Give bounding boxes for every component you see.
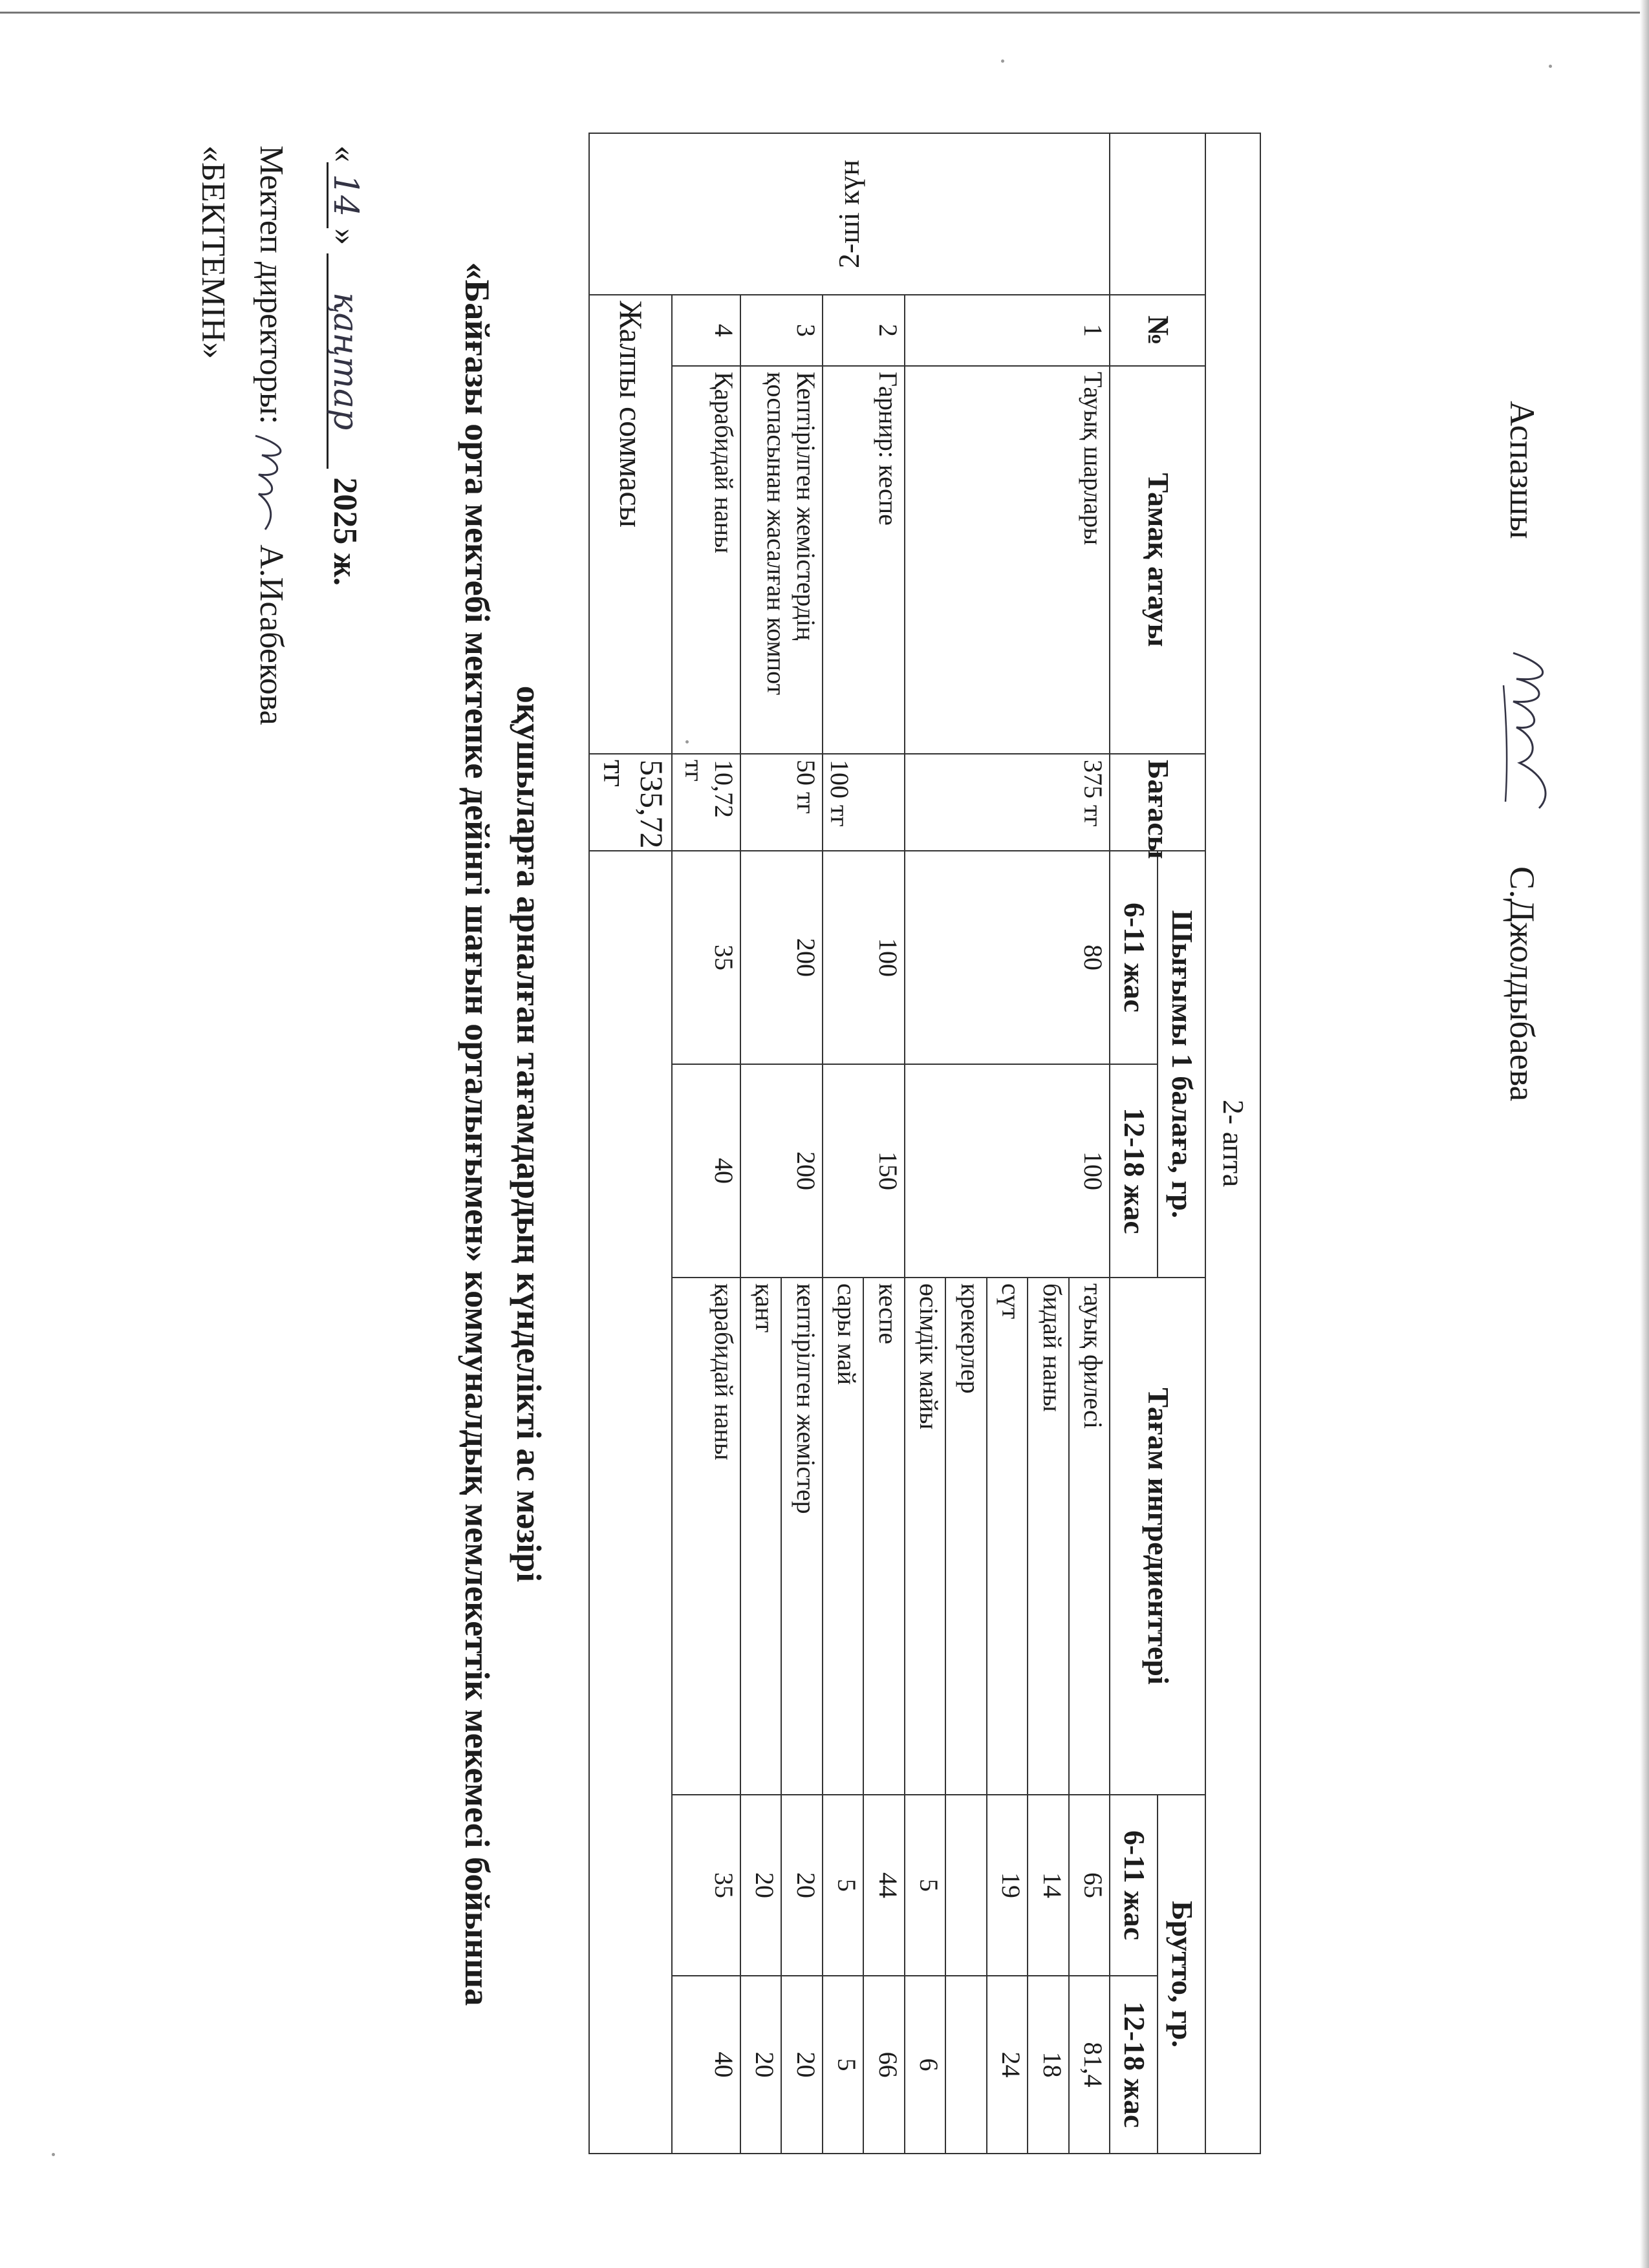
ingredient-brutto-6-11: 35 — [672, 1795, 740, 1976]
ingredient-brutto-12-18: 18 — [1028, 1976, 1068, 2154]
ingredient-brutto-12-18: 24 — [987, 1976, 1028, 2154]
total-empty — [589, 851, 672, 2154]
total-sum-unit: тг — [596, 760, 633, 787]
ingredient-brutto-12-18: 20 — [740, 1976, 781, 2154]
day-header-empty — [1110, 133, 1205, 295]
director-name: А.Исабекова — [253, 544, 290, 725]
dish-yield-6-11: 80 — [905, 851, 1110, 1064]
ingredient-name: сары май — [823, 1278, 863, 1795]
ingredient-brutto-12-18 — [945, 1976, 986, 2154]
date-quote-open: « — [327, 145, 363, 162]
yield-age-6-11: 6-11 жас — [1110, 851, 1158, 1064]
table-row — [781, 133, 822, 2154]
date-quote-close: » — [327, 228, 363, 246]
ingredient-name: крекерлер — [945, 1278, 986, 1795]
total-sum — [589, 754, 672, 851]
ingredient-name: кептірілген жемістер — [781, 1278, 822, 1795]
brutto-age-12-18: 12-18 жас — [1110, 1976, 1158, 2154]
dish-yield-12-18: 40 — [672, 1064, 740, 1278]
dish-num: 4 — [672, 295, 740, 366]
week-header: 2- апта — [1205, 133, 1260, 2154]
ingredient-name: сүт — [987, 1278, 1028, 1795]
ingredient-name: тауық филесі — [1069, 1278, 1110, 1795]
ingredient-brutto-12-18: 40 — [672, 1976, 740, 2154]
dish-name: Гарнир: кеспе — [823, 366, 905, 754]
col-ingredients-header: Тағам ингредиенттері — [1110, 1278, 1205, 1795]
director-label: Мектеп директоры: — [253, 145, 290, 425]
dish-price: 375 тг — [905, 754, 1110, 851]
dish-yield-12-18: 200 — [740, 1064, 823, 1278]
ingredient-name: қарабидай наны — [672, 1278, 740, 1795]
ingredient-brutto-6-11: 5 — [823, 1795, 863, 1976]
dish-num: 1 — [905, 295, 1110, 366]
dish-name: Тауық шарлары — [905, 366, 1110, 754]
date-day: 14 — [327, 162, 362, 228]
table-row — [1069, 133, 1110, 2154]
ingredient-brutto-6-11: 19 — [987, 1795, 1028, 1976]
ingredient-name: бидай наны — [1028, 1278, 1068, 1795]
menu-title-line-1: «Байғазы орта мектебі мектепке дейінгі шағын орталығымен» коммуналдық мемлекеттік мекемесі бойынша — [458, 262, 497, 2006]
ingredient-brutto-6-11 — [945, 1795, 986, 1976]
ingredient-brutto-6-11: 20 — [781, 1795, 822, 1976]
dish-yield-6-11: 200 — [740, 851, 823, 1064]
dish-yield-6-11: 35 — [672, 851, 740, 1064]
total-row — [589, 133, 672, 2154]
dish-price: 50 тг — [740, 754, 823, 851]
col-yield-header: Шығымы 1 балаға, гр. — [1158, 851, 1205, 1278]
date-month: қаңтар — [327, 253, 362, 469]
cook-role: Аспазшы — [1503, 401, 1542, 539]
ingredient-brutto-6-11: 65 — [1069, 1795, 1110, 1976]
dish-num: 3 — [740, 295, 823, 366]
day-label-cell — [589, 133, 1110, 295]
dish-yield-12-18: 100 — [905, 1064, 1110, 1278]
cook-name: С.Джолдыбаева — [1503, 866, 1542, 1102]
approval-heading: «БЕКІТЕМІН» — [195, 145, 232, 359]
brutto-age-6-11: 6-11 жас — [1110, 1795, 1158, 1976]
col-num-header: № — [1110, 295, 1205, 366]
ingredient-brutto-6-11: 20 — [740, 1795, 781, 1976]
ingredient-brutto-6-11: 44 — [863, 1795, 904, 1976]
dish-num: 2 — [823, 295, 905, 366]
ingredient-brutto-12-18: 20 — [781, 1976, 822, 2154]
dish-price-unit: тг — [679, 760, 709, 782]
dish-yield-12-18: 150 — [823, 1064, 905, 1278]
ingredient-brutto-12-18: 6 — [905, 1976, 945, 2154]
dish-yield-6-11: 100 — [823, 851, 905, 1064]
col-price-header: Бағасы — [1110, 754, 1205, 851]
dish-price — [672, 754, 740, 851]
col-dish-header: Тамақ атауы — [1110, 366, 1205, 754]
menu-title-line-2: оқушыларға арналған тағамдардың күнделікті ас мәзірі — [510, 685, 548, 1583]
dish-price-value: 10,72 — [709, 760, 738, 818]
table-row — [672, 133, 740, 2154]
ingredient-name: кеспе — [863, 1278, 904, 1795]
menu-table — [588, 133, 1261, 2154]
date-year: 2025 ж. — [327, 477, 363, 586]
ingredient-brutto-12-18: 81,4 — [1069, 1976, 1110, 2154]
ingredient-brutto-12-18: 66 — [863, 1976, 904, 2154]
ingredient-name: қант — [740, 1278, 781, 1795]
dish-name: Кептірілген жемістердің қоспасынан жасалған компот — [740, 366, 823, 754]
table-row — [863, 133, 904, 2154]
total-label: Жалпы соммасы — [589, 295, 672, 754]
total-sum-value: 535,72 — [634, 760, 671, 849]
dish-name: Қарабидай наны — [672, 366, 740, 754]
dish-price: 100 тг — [823, 754, 905, 851]
day-label: 2-ші күн — [832, 160, 866, 268]
ingredient-name: өсімдік майы — [905, 1278, 945, 1795]
ingredient-brutto-6-11: 5 — [905, 1795, 945, 1976]
yield-age-12-18: 12-18 жас — [1110, 1064, 1158, 1278]
ingredient-brutto-12-18: 5 — [823, 1976, 863, 2154]
ingredient-brutto-6-11: 14 — [1028, 1795, 1068, 1976]
col-brutto-header: Брутто, гр. — [1158, 1795, 1205, 2154]
